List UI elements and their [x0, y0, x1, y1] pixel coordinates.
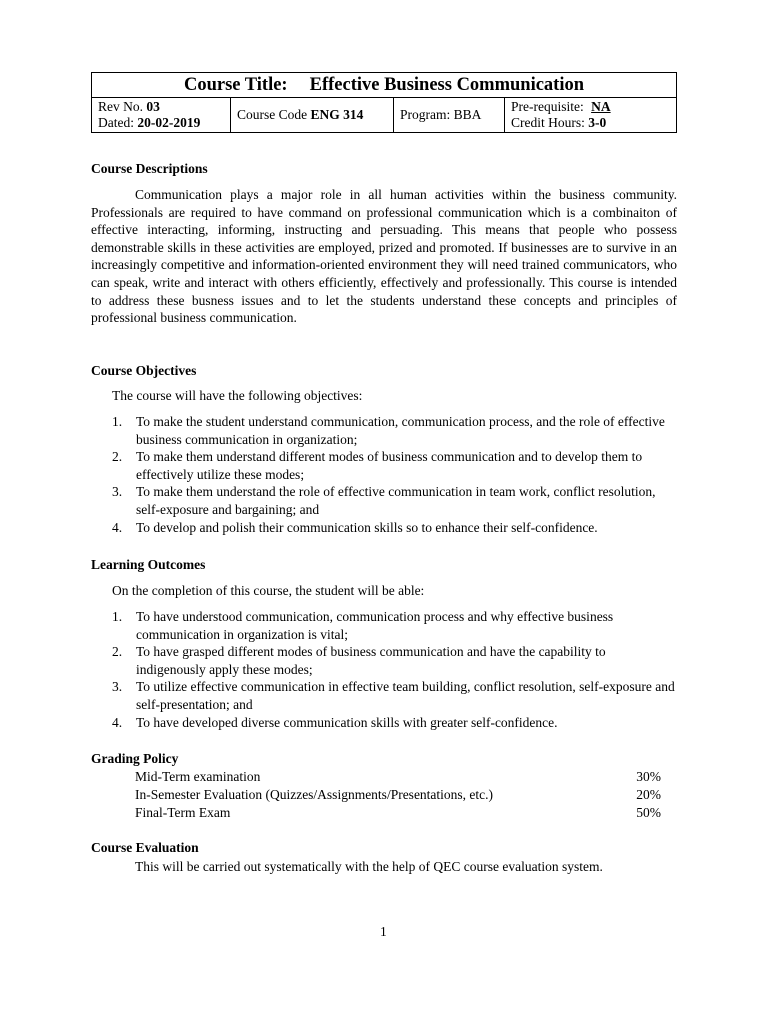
course-code-value: ENG 314	[310, 107, 364, 122]
list-item	[112, 714, 677, 732]
list-item	[112, 678, 677, 713]
rev-value: 03	[146, 99, 160, 114]
list-number: 1.	[112, 414, 123, 429]
grading-row	[135, 769, 661, 787]
list-number: 3.	[112, 679, 123, 695]
list-item	[112, 483, 677, 518]
course-title-value: Effective Business Communication	[309, 74, 585, 95]
dated-value: 20-02-2019	[137, 115, 201, 130]
grading-percent: 50%	[636, 805, 661, 820]
course-title-cell	[92, 73, 677, 98]
objectives-list	[112, 413, 677, 536]
grading-row	[135, 805, 661, 823]
list-item-text: To make them understand the role of effective communication in team work, conflict resolution, self-exposure and bargaining; and	[136, 484, 656, 517]
list-number: 2.	[112, 449, 123, 465]
list-number: 4.	[112, 714, 123, 730]
course-code-cell	[231, 98, 394, 133]
descriptions-heading: Course Descriptions	[91, 161, 208, 176]
rev-label: Rev No.	[98, 99, 143, 114]
prereq-label: Pre-requisite:	[511, 99, 584, 114]
list-item-text: To develop and polish their communication skills so to enhance their self-confidence.	[136, 519, 598, 535]
objectives-heading: Course Objectives	[91, 363, 197, 378]
list-item-text: To make the student understand communication, communication process, and the role of effective business communication in organization;	[136, 414, 665, 447]
evaluation-text: This will be carried out systematically with the help of QEC course evaluation system.	[135, 859, 603, 874]
grading-percent: 20%	[636, 787, 661, 802]
grading-row	[135, 787, 661, 805]
list-item-text: To utilize effective communication in effective team building, conflict resolution, self-exposure and self-presentation; and	[136, 679, 675, 712]
list-item	[112, 643, 677, 678]
grading-label: Mid-Term examination	[135, 769, 261, 784]
grading-label: In-Semester Evaluation (Quizzes/Assignments/Presentations, etc.)	[135, 787, 494, 802]
list-number: 1.	[112, 609, 123, 624]
descriptions-text: Communication plays a major role in all human activities within the business community. Professionals are required to have command on professional communication which is a combinaiton of effective interacting, informing, instructing and persuading. This means that people who possess demonstrable skills in these activities are employed, prized and promoted. If businesses are to survive in an increasingly competitive and information-oriented environment they will need trained communicators, who can speak, write and interact with others efficiently, effectively and professionally. This course is intended to address these busness issues and to let the students understand these concepts and principles of professional business communication.	[91, 187, 677, 326]
credit-hours-label: Credit Hours:	[511, 115, 585, 130]
grading-percent: 30%	[636, 769, 661, 784]
course-header-table	[91, 72, 677, 133]
course-code-label: Course Code	[237, 107, 308, 122]
list-item	[112, 448, 677, 483]
program-text: Program: BBA	[400, 107, 482, 122]
dated-label: Dated:	[98, 115, 134, 130]
prereq-value: NA	[591, 99, 611, 114]
descriptions-paragraph	[91, 186, 677, 327]
course-title-label: Course Title:	[183, 74, 288, 95]
prereq-cell	[505, 98, 677, 133]
list-number: 2.	[112, 644, 123, 660]
list-item-text: To have understood communication, communication process and why effective business communication in organization is vital;	[136, 609, 614, 642]
list-item-text: To have grasped different modes of business communication and have the capability to indigenously apply these modes;	[136, 644, 606, 677]
page-number: 1	[380, 924, 387, 939]
list-item	[112, 608, 677, 643]
list-item-text: To make them understand different modes of business communication and to develop them to effectively utilize these modes;	[136, 449, 643, 482]
evaluation-heading: Course Evaluation	[91, 840, 199, 855]
list-number: 3.	[112, 484, 123, 500]
list-item	[112, 413, 677, 448]
grading-label: Final-Term Exam	[135, 805, 231, 820]
list-item-text: To have developed diverse communication skills with greater self-confidence.	[136, 714, 558, 730]
outcomes-heading: Learning Outcomes	[91, 557, 206, 572]
rev-cell	[92, 98, 231, 133]
grading-heading: Grading Policy	[91, 751, 179, 766]
outcomes-list	[112, 608, 677, 731]
list-number: 4.	[112, 519, 123, 535]
credit-hours-value: 3-0	[588, 115, 607, 130]
list-item	[112, 519, 677, 537]
objectives-intro: The course will have the following objectives:	[112, 388, 363, 403]
program-cell	[394, 98, 505, 133]
outcomes-intro: On the completion of this course, the student will be able:	[112, 583, 425, 598]
